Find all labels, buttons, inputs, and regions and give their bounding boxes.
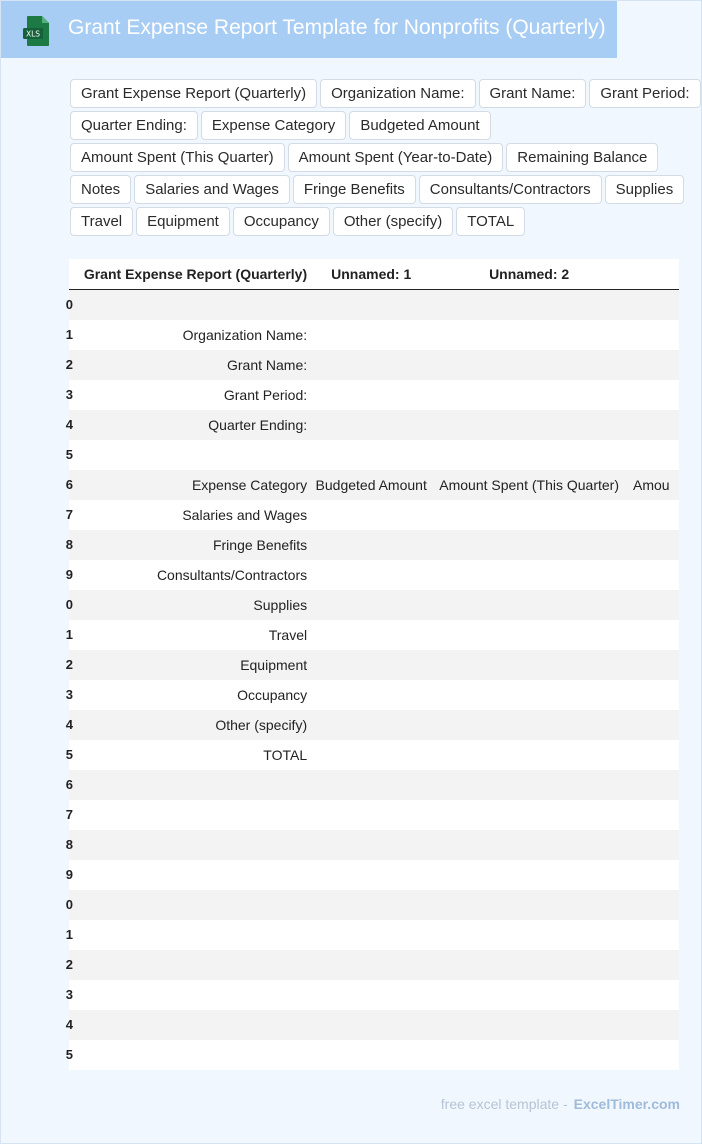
table-cell[interactable] [624, 770, 679, 800]
row-index-label: 6 [65, 476, 73, 492]
row-index[interactable] [65, 740, 73, 770]
footer-prefix: free excel template - [440, 1096, 568, 1112]
keyword-tag-list [70, 79, 702, 236]
row-index[interactable] [65, 680, 73, 710]
row-index-label: 3 [65, 386, 73, 402]
row-index[interactable] [65, 590, 73, 620]
row-index-label: 8 [65, 536, 73, 552]
table-cell[interactable] [308, 350, 434, 380]
row-index[interactable] [65, 410, 73, 440]
table-cell[interactable] [434, 410, 624, 440]
table-cell[interactable] [308, 530, 434, 560]
row-index-label: 5 [65, 1046, 73, 1062]
table-cell[interactable] [308, 1040, 434, 1070]
table-cell[interactable] [434, 650, 624, 680]
table-cell[interactable] [308, 740, 434, 770]
row-index-label: 7 [65, 506, 73, 522]
table-cell[interactable]: Expense Category [191, 476, 308, 493]
table-cell[interactable] [308, 920, 434, 950]
table-row [69, 950, 679, 980]
table-cell[interactable] [308, 890, 434, 920]
table-cell[interactable] [434, 860, 624, 890]
row-index[interactable] [65, 920, 73, 950]
row-index-label: 4 [65, 416, 73, 432]
table-cell[interactable] [434, 620, 624, 650]
row-index-label: 2 [65, 356, 73, 372]
table-cell[interactable] [73, 1010, 308, 1040]
table-row [69, 770, 679, 800]
table-cell[interactable] [434, 590, 624, 620]
table-row [69, 980, 679, 1010]
table-cell[interactable] [73, 290, 308, 320]
row-index-label: 6 [65, 776, 73, 792]
row-index[interactable] [65, 380, 73, 410]
table-cell[interactable] [624, 650, 679, 680]
table-cell[interactable] [624, 590, 679, 620]
table-cell[interactable] [624, 1010, 679, 1040]
table-cell[interactable]: Grant Period: [223, 386, 308, 403]
table-row [69, 320, 679, 350]
table-cell[interactable] [308, 620, 434, 650]
row-index[interactable] [65, 1010, 73, 1040]
table-cell[interactable] [434, 1040, 624, 1070]
row-index[interactable] [65, 710, 73, 740]
table-cell[interactable]: Equipment [240, 656, 308, 673]
keyword-tag[interactable]: Organization Name: [320, 79, 475, 108]
keyword-tag[interactable]: Travel [70, 207, 133, 236]
table-cell[interactable] [624, 620, 679, 650]
table-row [69, 740, 679, 770]
table-cell[interactable] [434, 920, 624, 950]
keyword-tag[interactable]: Other (specify) [333, 207, 453, 236]
table-cell[interactable] [73, 1040, 308, 1070]
table-cell[interactable] [624, 440, 679, 470]
table-cell[interactable] [624, 380, 679, 410]
table-cell[interactable] [434, 740, 624, 770]
row-index-label: 5 [65, 446, 73, 462]
table-cell[interactable] [624, 1040, 679, 1070]
keyword-tag[interactable]: Notes [70, 175, 131, 204]
row-index[interactable] [65, 980, 73, 1010]
table-cell[interactable] [434, 290, 624, 320]
keyword-tag[interactable]: Consultants/Contractors [419, 175, 602, 204]
table-row [69, 650, 679, 680]
table-cell[interactable] [624, 920, 679, 950]
table-row [69, 380, 679, 410]
table-row [69, 410, 679, 440]
table-row [69, 560, 679, 590]
row-index[interactable] [65, 620, 73, 650]
row-index-label: 2 [65, 956, 73, 972]
keyword-tag[interactable]: Remaining Balance [506, 143, 658, 172]
table-cell[interactable] [308, 950, 434, 980]
row-index-label: 4 [65, 716, 73, 732]
table-cell[interactable] [308, 410, 434, 440]
row-index[interactable] [65, 650, 73, 680]
table-cell[interactable] [434, 710, 624, 740]
table-cell[interactable] [434, 800, 624, 830]
keyword-tag[interactable]: Salaries and Wages [134, 175, 290, 204]
table-cell[interactable] [624, 950, 679, 980]
table-cell[interactable] [308, 500, 434, 530]
table-cell[interactable] [308, 710, 434, 740]
column-header-label: Unnamed: 1 [331, 266, 412, 282]
table-row [69, 860, 679, 890]
table-cell[interactable] [624, 710, 679, 740]
table-cell[interactable] [308, 1010, 434, 1040]
row-index-label: 3 [65, 686, 73, 702]
table-cell[interactable] [434, 350, 624, 380]
table-cell[interactable] [624, 290, 679, 320]
table-cell[interactable]: Consultants/Contractors [156, 566, 308, 583]
table-cell[interactable] [624, 320, 679, 350]
table-cell[interactable] [624, 740, 679, 770]
row-index-label: 7 [65, 806, 73, 822]
table-header-row [69, 259, 679, 290]
table-cell[interactable] [308, 800, 434, 830]
table-cell[interactable] [73, 800, 308, 830]
row-index-label: 5 [65, 746, 73, 762]
xls-file-icon [23, 15, 51, 47]
keyword-tag[interactable]: Expense Category [201, 111, 346, 140]
table-cell[interactable] [434, 980, 624, 1010]
row-index[interactable] [65, 560, 73, 590]
keyword-tag[interactable]: TOTAL [456, 207, 525, 236]
table-cell[interactable] [624, 680, 679, 710]
table-cell[interactable] [434, 950, 624, 980]
table-cell[interactable] [73, 890, 308, 920]
keyword-tag[interactable]: Equipment [136, 207, 230, 236]
column-header [308, 259, 434, 290]
table-row [69, 350, 679, 380]
row-index-label: 1 [65, 326, 73, 342]
table-cell[interactable] [434, 890, 624, 920]
table-cell[interactable] [308, 680, 434, 710]
table-cell[interactable] [434, 500, 624, 530]
table-cell[interactable] [434, 380, 624, 410]
table-cell[interactable] [73, 920, 308, 950]
table-cell[interactable]: Other (specify) [215, 716, 308, 733]
row-index[interactable] [65, 890, 73, 920]
row-index[interactable] [65, 500, 73, 530]
keyword-tag[interactable]: Grant Period: [589, 79, 700, 108]
table-cell[interactable]: Occupancy [237, 686, 308, 703]
footer-credit [441, 1096, 680, 1112]
table-cell[interactable] [73, 980, 308, 1010]
table-row [69, 800, 679, 830]
table-cell[interactable] [434, 770, 624, 800]
table-cell[interactable]: Travel [268, 626, 308, 643]
keyword-tag[interactable]: Quarter Ending: [70, 111, 198, 140]
row-index-label: 9 [65, 866, 73, 882]
table-cell[interactable] [308, 290, 434, 320]
table-cell[interactable] [308, 650, 434, 680]
title-banner [1, 1, 617, 58]
table-row [69, 440, 679, 470]
row-index[interactable] [65, 830, 73, 860]
row-index-label: 1 [65, 626, 73, 642]
row-index[interactable] [65, 440, 73, 470]
table-cell[interactable]: Fringe Benefits [212, 536, 308, 553]
row-index[interactable] [65, 470, 73, 500]
row-index-label: 0 [65, 896, 73, 912]
table-cell[interactable] [434, 830, 624, 860]
table-cell[interactable] [624, 890, 679, 920]
table-row [69, 1010, 679, 1040]
row-index[interactable] [65, 350, 73, 380]
table-cell[interactable] [308, 770, 434, 800]
data-table-container[interactable] [65, 259, 679, 1070]
table-row [69, 710, 679, 740]
table-row [69, 470, 679, 500]
table-cell[interactable] [624, 800, 679, 830]
table-cell[interactable] [624, 410, 679, 440]
row-index[interactable] [65, 530, 73, 560]
table-cell[interactable]: Amou [632, 476, 670, 493]
table-cell[interactable]: Quarter Ending: [208, 416, 308, 433]
table-cell[interactable] [434, 440, 624, 470]
row-index-label: 9 [65, 566, 73, 582]
table-cell[interactable] [624, 980, 679, 1010]
table-row [69, 590, 679, 620]
row-index[interactable] [65, 770, 73, 800]
footer-brand-link[interactable]: ExcelTimer.com [573, 1096, 680, 1112]
table-cell[interactable]: Organization Name: [182, 326, 308, 343]
row-index[interactable] [65, 1040, 73, 1070]
row-index-label: 4 [65, 1016, 73, 1032]
table-row [69, 620, 679, 650]
keyword-tag[interactable]: Budgeted Amount [349, 111, 490, 140]
table-cell[interactable]: TOTAL [263, 746, 308, 763]
table-row [69, 890, 679, 920]
row-index[interactable] [65, 860, 73, 890]
column-header: Unnamed: 2 [434, 259, 624, 290]
column-header: Grant Expense Report (Quarterly) [73, 259, 308, 290]
table-cell[interactable] [73, 950, 308, 980]
table-cell[interactable] [73, 440, 308, 470]
table-row [69, 680, 679, 710]
table-cell[interactable] [434, 320, 624, 350]
keyword-tag[interactable]: Fringe Benefits [293, 175, 416, 204]
row-index-label: 0 [65, 596, 73, 612]
svg-text:XLS: XLS [25, 29, 41, 39]
row-index[interactable] [65, 290, 73, 320]
table-cell[interactable] [624, 530, 679, 560]
keyword-tag[interactable]: Occupancy [233, 207, 330, 236]
table-cell[interactable] [73, 860, 308, 890]
row-index[interactable] [65, 800, 73, 830]
row-index-label: 0 [65, 297, 73, 312]
table-cell[interactable] [624, 560, 679, 590]
table-row [69, 530, 679, 560]
column-header [624, 259, 679, 290]
keyword-tag[interactable]: Grant Expense Report (Quarterly) [70, 79, 317, 108]
keyword-tag[interactable]: Supplies [605, 175, 685, 204]
table-row [69, 920, 679, 950]
table-cell[interactable] [308, 560, 434, 590]
row-index-label: 2 [65, 656, 73, 672]
table-cell[interactable] [624, 860, 679, 890]
row-index-label: 1 [65, 926, 73, 942]
keyword-tag[interactable]: Amount Spent (Year-to-Date) [288, 143, 504, 172]
table-row [69, 500, 679, 530]
table-row [69, 1040, 679, 1070]
table-row [69, 830, 679, 860]
table-cell[interactable] [308, 980, 434, 1010]
keyword-tag[interactable]: Amount Spent (This Quarter) [70, 143, 285, 172]
table-cell[interactable] [624, 830, 679, 860]
table-cell[interactable]: Supplies [253, 596, 308, 613]
row-index-label: 3 [65, 986, 73, 1002]
table-cell[interactable] [624, 350, 679, 380]
row-index[interactable] [65, 950, 73, 980]
table-cell[interactable] [73, 770, 308, 800]
table-cell[interactable] [308, 860, 434, 890]
table-cell[interactable]: Grant Name: [226, 356, 308, 373]
table-cell[interactable] [308, 380, 434, 410]
table-cell[interactable] [434, 560, 624, 590]
table-cell[interactable] [434, 680, 624, 710]
table-cell[interactable]: Amount Spent (This Quarter) [439, 476, 619, 493]
table-cell[interactable] [434, 1010, 624, 1040]
table-cell[interactable] [73, 830, 308, 860]
row-index-label: 8 [65, 836, 73, 852]
row-index[interactable] [65, 320, 73, 350]
keyword-tag[interactable]: Grant Name: [479, 79, 587, 108]
table-cell[interactable] [308, 590, 434, 620]
table-cell[interactable]: Budgeted Amount [315, 476, 427, 493]
data-table [65, 259, 679, 1070]
table-row [69, 290, 679, 320]
table-cell[interactable] [434, 530, 624, 560]
table-cell[interactable] [308, 320, 434, 350]
table-cell[interactable] [308, 830, 434, 860]
table-cell[interactable] [308, 440, 434, 470]
table-cell[interactable]: Salaries and Wages [182, 506, 308, 523]
page-title: Grant Expense Report Template for Nonprofits (Quarterly) [68, 16, 606, 39]
table-cell[interactable] [624, 500, 679, 530]
